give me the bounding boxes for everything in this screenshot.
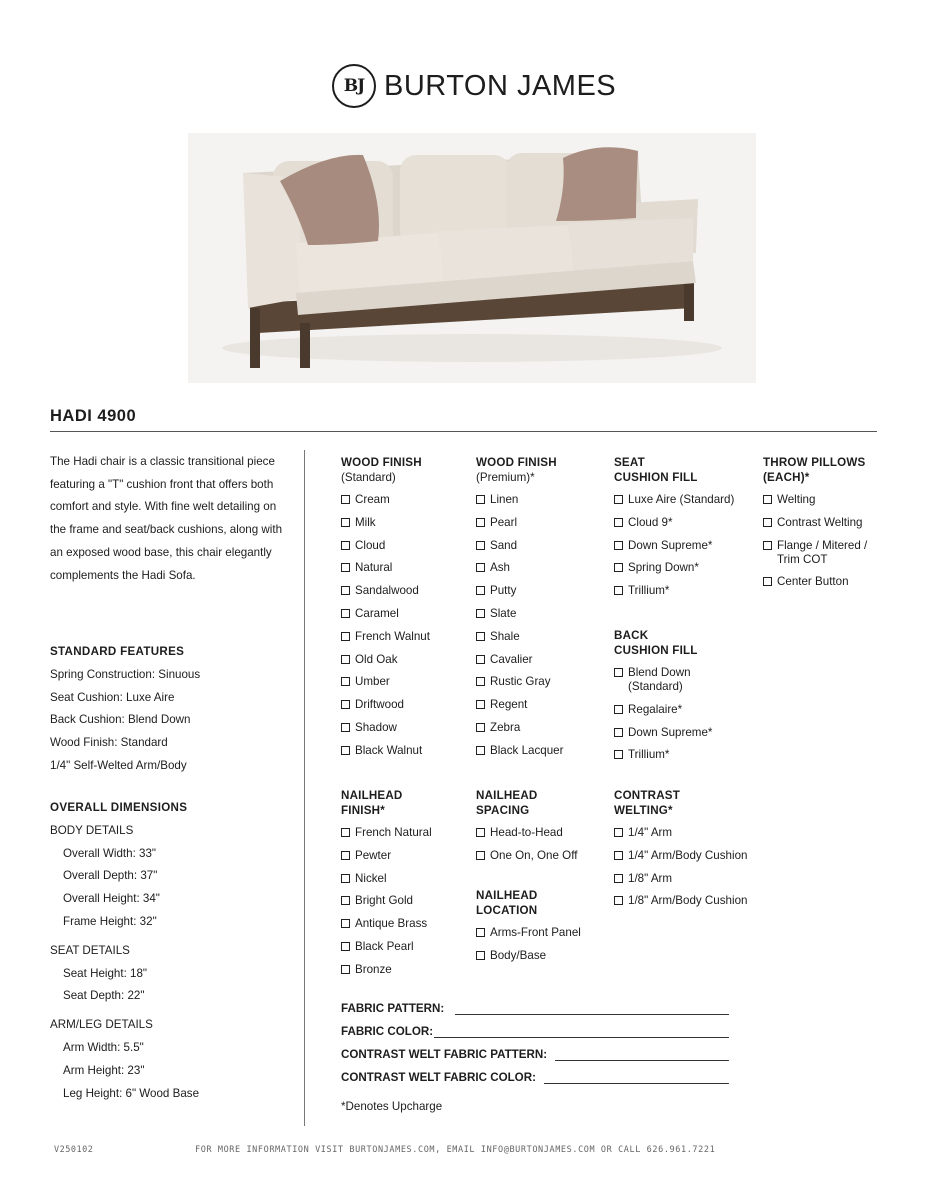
- checkbox-icon: [341, 965, 350, 974]
- wood-finish-premium-group: [476, 455, 563, 767]
- option-checkbox[interactable]: French Natural: [341, 826, 432, 840]
- option-checkbox[interactable]: Welting: [763, 493, 867, 507]
- product-photo: [188, 133, 756, 383]
- checkbox-icon: [614, 586, 623, 595]
- feature-item: Back Cushion: Blend Down: [50, 713, 191, 727]
- group-subtitle: (Premium)*: [476, 471, 535, 484]
- option-checkbox[interactable]: Pearl: [476, 516, 563, 530]
- checkbox-icon: [341, 828, 350, 837]
- fabric-color-field[interactable]: [434, 1037, 729, 1038]
- checkbox-icon: [341, 700, 350, 709]
- product-title: HADI 4900: [50, 407, 137, 425]
- option-checkbox[interactable]: Cloud: [341, 539, 430, 553]
- group-title: NAILHEAD: [476, 789, 538, 802]
- group-subtitle: (Standard): [341, 471, 396, 484]
- option-checkbox[interactable]: Nickel: [341, 872, 432, 886]
- dimension-item: Overall Height: 34": [63, 892, 160, 906]
- option-checkbox[interactable]: 1/4" Arm: [614, 826, 747, 840]
- dimensions-heading: OVERALL DIMENSIONS: [50, 801, 188, 814]
- checkbox-icon: [614, 668, 623, 677]
- feature-item: 1/4" Self-Welted Arm/Body: [50, 758, 187, 772]
- group-title: NAILHEAD: [341, 789, 403, 802]
- checkbox-icon: [763, 518, 772, 527]
- option-checkbox[interactable]: Regalaire*: [614, 703, 712, 717]
- dimension-item: Leg Height: 6" Wood Base: [63, 1086, 200, 1100]
- group-title-line2: (EACH)*: [763, 471, 810, 484]
- checkbox-icon: [763, 577, 772, 586]
- option-checkbox[interactable]: Black Pearl: [341, 940, 432, 954]
- option-checkbox[interactable]: Caramel: [341, 607, 430, 621]
- option-checkbox[interactable]: Linen: [476, 493, 563, 507]
- checkbox-icon: [614, 828, 623, 837]
- checkbox-icon: [476, 928, 485, 937]
- checkbox-icon: [476, 677, 485, 686]
- checkbox-icon: [476, 951, 485, 960]
- group-title-line2: CUSHION FILL: [614, 644, 698, 657]
- nailhead-spacing-group: [476, 788, 577, 872]
- checkbox-icon: [614, 705, 623, 714]
- arm-details-label: ARM/LEG DETAILS: [50, 1018, 153, 1032]
- option-checkbox[interactable]: Shale: [476, 630, 563, 644]
- checkbox-icon: [476, 495, 485, 504]
- option-checkbox[interactable]: Trillium*: [614, 584, 734, 598]
- checkbox-icon: [476, 586, 485, 595]
- option-checkbox[interactable]: Cream: [341, 493, 430, 507]
- option-checkbox[interactable]: Arms-Front Panel: [476, 926, 581, 940]
- group-title-line2: SPACING: [476, 804, 530, 817]
- contrast-welt-color-field[interactable]: [544, 1083, 729, 1084]
- option-checkbox[interactable]: Rustic Gray: [476, 675, 563, 689]
- contrast-welt-color-label: CONTRAST WELT FABRIC COLOR:: [341, 1071, 536, 1084]
- checkbox-icon: [341, 851, 350, 860]
- option-checkbox[interactable]: Blend Down (Standard): [614, 666, 712, 694]
- dimension-item: Overall Depth: 37": [63, 869, 158, 883]
- overall-dimensions: [50, 797, 199, 1105]
- nailhead-location-group: [476, 888, 581, 972]
- dimension-item: Seat Height: 18": [63, 966, 148, 980]
- option-checkbox[interactable]: Ash: [476, 561, 563, 575]
- checkbox-icon: [341, 563, 350, 572]
- checkbox-icon: [341, 677, 350, 686]
- option-checkbox[interactable]: Bright Gold: [341, 894, 432, 908]
- feature-item: Wood Finish: Standard: [50, 736, 168, 750]
- option-checkbox[interactable]: Antique Brass: [341, 917, 432, 931]
- option-checkbox[interactable]: Milk: [341, 516, 430, 530]
- option-checkbox[interactable]: Umber: [341, 675, 430, 689]
- seat-cushion-fill-group: [614, 455, 734, 607]
- logo-monogram: BJ: [332, 64, 376, 108]
- option-checkbox[interactable]: French Walnut: [341, 630, 430, 644]
- feature-item: Spring Construction: Sinuous: [50, 667, 201, 681]
- option-checkbox[interactable]: Black Lacquer: [476, 744, 563, 758]
- checkbox-icon: [341, 609, 350, 618]
- checkbox-icon: [341, 874, 350, 883]
- upcharge-note: *Denotes Upcharge: [341, 1100, 443, 1113]
- option-checkbox[interactable]: Contrast Welting: [763, 516, 867, 530]
- column-divider: [304, 450, 305, 1126]
- checkbox-icon: [614, 518, 623, 527]
- option-checkbox[interactable]: Sandalwood: [341, 584, 430, 598]
- dimension-item: Arm Height: 23": [63, 1063, 145, 1077]
- checkbox-icon: [614, 563, 623, 572]
- checkbox-icon: [476, 828, 485, 837]
- fabric-pattern-label: FABRIC PATTERN:: [341, 1002, 445, 1015]
- feature-item: Seat Cushion: Luxe Aire: [50, 690, 175, 704]
- option-checkbox[interactable]: Center Button: [763, 575, 867, 589]
- option-checkbox[interactable]: 1/4" Arm/Body Cushion: [614, 849, 747, 863]
- option-checkbox[interactable]: Shadow: [341, 721, 430, 735]
- checkbox-icon: [476, 746, 485, 755]
- option-checkbox[interactable]: Regent: [476, 698, 563, 712]
- option-checkbox[interactable]: Zebra: [476, 721, 563, 735]
- option-checkbox[interactable]: Driftwood: [341, 698, 430, 712]
- checkbox-icon: [614, 896, 623, 905]
- wood-finish-standard-group: [341, 455, 430, 767]
- fabric-pattern-field[interactable]: [455, 1014, 729, 1015]
- checkbox-icon: [341, 518, 350, 527]
- option-checkbox[interactable]: Head-to-Head: [476, 826, 577, 840]
- option-checkbox[interactable]: Luxe Aire (Standard): [614, 493, 734, 507]
- checkbox-icon: [614, 541, 623, 550]
- checkbox-icon: [614, 495, 623, 504]
- dimension-item: Arm Width: 5.5": [63, 1040, 144, 1054]
- option-checkbox[interactable]: Black Walnut: [341, 744, 430, 758]
- option-checkbox[interactable]: Cavalier: [476, 653, 563, 667]
- group-title: THROW PILLOWS: [763, 456, 866, 469]
- standard-features: [50, 641, 200, 778]
- checkbox-icon: [476, 563, 485, 572]
- checkbox-icon: [476, 609, 485, 618]
- checkbox-icon: [614, 851, 623, 860]
- group-title-line2: WELTING*: [614, 804, 673, 817]
- group-title: CONTRAST: [614, 789, 681, 802]
- contrast-welting-group: [614, 788, 747, 917]
- logo-wordmark: BURTON JAMES: [384, 69, 617, 102]
- option-checkbox[interactable]: Trillium*: [614, 748, 712, 762]
- option-checkbox[interactable]: Bronze: [341, 963, 432, 977]
- dimension-item: Seat Depth: 22": [63, 989, 145, 1003]
- checkbox-icon: [341, 942, 350, 951]
- group-title: BACK: [614, 629, 649, 642]
- body-details-label: BODY DETAILS: [50, 823, 134, 837]
- option-checkbox[interactable]: Spring Down*: [614, 561, 734, 575]
- group-title: SEAT: [614, 456, 645, 469]
- option-checkbox[interactable]: Pewter: [341, 849, 432, 863]
- group-title: NAILHEAD: [476, 889, 538, 902]
- option-checkbox[interactable]: One On, One Off: [476, 849, 577, 863]
- checkbox-icon: [476, 518, 485, 527]
- dimension-item: Frame Height: 32": [63, 914, 157, 928]
- checkbox-icon: [341, 586, 350, 595]
- option-checkbox[interactable]: Slate: [476, 607, 563, 621]
- throw-pillows-group: [763, 455, 867, 598]
- title-divider: [50, 431, 877, 432]
- checkbox-icon: [476, 723, 485, 732]
- option-checkbox[interactable]: Down Supreme*: [614, 726, 712, 740]
- option-checkbox[interactable]: Natural: [341, 561, 430, 575]
- group-title-line2: FINISH*: [341, 804, 385, 817]
- option-checkbox[interactable]: 1/8" Arm: [614, 872, 747, 886]
- dimension-item: Overall Width: 33": [63, 846, 157, 860]
- contact-info: FOR MORE INFORMATION VISIT BURTONJAMES.COM, EMAIL INFO@BURTONJAMES.COM OR CALL 626.961.7221: [195, 1145, 716, 1155]
- contrast-welt-pattern-field[interactable]: [555, 1060, 729, 1061]
- checkbox-icon: [341, 632, 350, 641]
- checkbox-icon: [341, 746, 350, 755]
- option-checkbox[interactable]: Flange / Mitered / Trim COT: [763, 539, 867, 567]
- contrast-welt-pattern-label: CONTRAST WELT FABRIC PATTERN:: [341, 1048, 548, 1061]
- checkbox-icon: [341, 541, 350, 550]
- group-title-line2: CUSHION FILL: [614, 471, 698, 484]
- checkbox-icon: [476, 700, 485, 709]
- option-checkbox[interactable]: Body/Base: [476, 949, 581, 963]
- option-checkbox[interactable]: 1/8" Arm/Body Cushion: [614, 894, 747, 908]
- brand-logo: [332, 62, 616, 110]
- fabric-color-label: FABRIC COLOR:: [341, 1025, 434, 1038]
- group-title: WOOD FINISH: [341, 456, 422, 469]
- option-checkbox[interactable]: Down Supreme*: [614, 539, 734, 553]
- checkbox-icon: [614, 874, 623, 883]
- checkbox-icon: [476, 851, 485, 860]
- option-checkbox[interactable]: Sand: [476, 539, 563, 553]
- option-checkbox[interactable]: Putty: [476, 584, 563, 598]
- back-cushion-fill-group: [614, 628, 712, 771]
- checkbox-icon: [614, 750, 623, 759]
- product-description: The Hadi chair is a classic transitional piece featuring a "T" cushion front that offers both comfort and style. With fine welt detailing on the frame and seat/back cushions, along with an exposed wood base, this chair elegantly complements the Hadi Sofa.: [50, 455, 283, 582]
- checkbox-icon: [763, 495, 772, 504]
- option-checkbox[interactable]: Cloud 9*: [614, 516, 734, 530]
- checkbox-icon: [341, 919, 350, 928]
- standard-features-heading: STANDARD FEATURES: [50, 645, 185, 658]
- checkbox-icon: [341, 896, 350, 905]
- checkbox-icon: [341, 723, 350, 732]
- nailhead-finish-group: [341, 788, 432, 986]
- checkbox-icon: [341, 655, 350, 664]
- group-title-line2: LOCATION: [476, 904, 538, 917]
- checkbox-icon: [476, 632, 485, 641]
- seat-details-label: SEAT DETAILS: [50, 943, 130, 957]
- version-code: V250102: [54, 1145, 94, 1155]
- option-checkbox[interactable]: Old Oak: [341, 653, 430, 667]
- checkbox-icon: [614, 728, 623, 737]
- checkbox-icon: [476, 541, 485, 550]
- checkbox-icon: [763, 541, 772, 550]
- checkbox-icon: [341, 495, 350, 504]
- checkbox-icon: [476, 655, 485, 664]
- group-title: WOOD FINISH: [476, 456, 557, 469]
